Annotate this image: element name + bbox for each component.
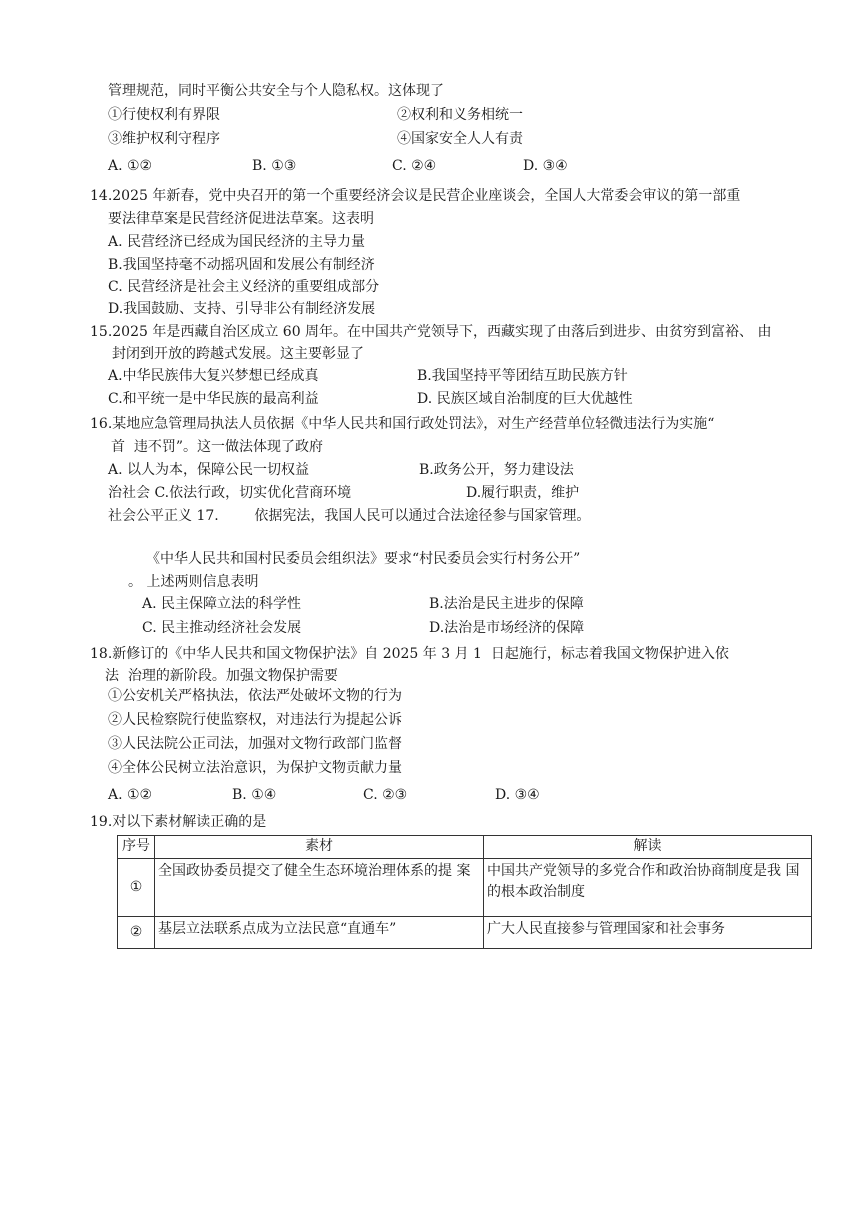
q15-option-b: B.我国坚持平等团结互助民族方针 — [417, 368, 628, 384]
q13-option-c: C. ②④ — [392, 158, 437, 174]
q15-option-c: C.和平统一是中华民族的最高利益 — [108, 391, 319, 407]
row-reading: 中国共产党领导的多党合作和政治协商制度是我 国的根本政治制度 — [484, 859, 812, 917]
q18-option-d: D. ③④ — [495, 787, 540, 803]
q18-item-4: ④全体公民树立法治意识，为保护文物贡献力量 — [108, 760, 402, 776]
q16-option-d-head: D.履行职责，维护 — [466, 485, 580, 501]
q13-item-1: ①行使权利有界限 — [108, 107, 220, 123]
q13-item-4: ④国家安全人人有责 — [397, 131, 523, 147]
q16-row4: 社会公平正义 17. 依据宪法，我国人民可以通过合法途径参与国家管理。 — [108, 508, 591, 524]
q18-option-a: A. ①② — [108, 787, 153, 803]
table-header-row — [118, 836, 812, 859]
row-number: ① — [118, 859, 155, 917]
q13-option-a: A. ①② — [108, 158, 153, 174]
q14-stem-line1: 14.2025 年新春，党中央召开的第一个重要经济会议是民营企业座谈会，全国人大常委会审议的第一部重 — [90, 188, 741, 204]
q18-item-2: ②人民检察院行使监察权，对违法行为提起公诉 — [108, 712, 402, 728]
q18-option-c: C. ②③ — [363, 787, 408, 803]
q15-stem-line2: 封闭到开放的跨越式发展。这主要彰显了 — [112, 346, 364, 362]
q14-option-c: C. 民营经济是社会主义经济的重要组成部分 — [108, 279, 380, 295]
q13-item-2: ②权利和义务相统一 — [397, 107, 523, 123]
q17-option-a: A. 民主保障立法的科学性 — [142, 596, 302, 612]
q19-stem: 19.对以下素材解读正确的是 — [90, 814, 267, 830]
q17-line1: 《中华人民共和国村民委员会组织法》要求“村民委员会实行村务公开” — [146, 551, 581, 567]
q13-option-d: D. ③④ — [523, 158, 568, 174]
q13-option-b: B. ①③ — [252, 158, 297, 174]
q15-stem-line1: 15.2025 年是西藏自治区成立 60 周年。在中国共产党领导下，西藏实现了由落后到进步、由贫穷到富裕、 由 — [90, 324, 772, 340]
q16-option-b-head: B.政务公开，努力建设法 — [419, 462, 574, 478]
q18-option-b: B. ①④ — [232, 787, 277, 803]
q13-item-3: ③维护权利守程序 — [108, 131, 220, 147]
row-number: ② — [118, 917, 155, 949]
q13-stem-tail: 管理规范，同时平衡公共安全与个人隐私权。这体现了 — [108, 83, 444, 99]
q14-option-b: B.我国坚持毫不动摇巩固和发展公有制经济 — [108, 257, 375, 273]
row-material: 基层立法联系点成为立法民意“直通车” — [155, 917, 484, 949]
q14-option-d: D.我国鼓励、支持、引导非公有制经济发展 — [108, 301, 376, 317]
table-row — [118, 917, 812, 949]
q17-option-c: C. 民主推动经济社会发展 — [142, 620, 302, 636]
q14-option-a: A. 民营经济已经成为国民经济的主导力量 — [108, 234, 366, 250]
q17-line2: 。 上述两则信息表明 — [128, 574, 259, 590]
q16-stem-line1: 16.某地应急管理局执法人员依据《中华人民共和国行政处罚法》，对生产经营单位轻微违法行为实施“ — [90, 416, 715, 432]
material-table — [117, 835, 812, 949]
row-reading: 广大人民直接参与管理国家和社会事务 — [484, 917, 812, 949]
q17-option-d: D.法治是市场经济的保障 — [429, 620, 585, 636]
table-row — [118, 859, 812, 917]
q18-item-3: ③人民法院公正司法，加强对文物行政部门监督 — [108, 736, 402, 752]
q16-option-a: A. 以人为本，保障公民一切权益 — [108, 462, 310, 478]
q16-row3-left: 治社会 C.依法行政，切实优化营商环境 — [108, 485, 352, 501]
q18-stem-line2: 法 治理的新阶段。加强文物保护需要 — [105, 668, 338, 684]
q14-stem-line2: 要法律草案是民营经济促进法草案。这表明 — [108, 211, 374, 227]
q15-option-a: A.中华民族伟大复兴梦想已经成真 — [108, 368, 319, 384]
header-reading: 解读 — [484, 836, 812, 859]
q18-item-1: ①公安机关严格执法，依法严处破坏文物的行为 — [108, 688, 402, 704]
header-number: 序号 — [118, 836, 155, 859]
header-material: 素材 — [155, 836, 484, 859]
q15-option-d: D. 民族区域自治制度的巨大优越性 — [417, 391, 633, 407]
q18-stem-line1: 18.新修订的《中华人民共和国文物保护法》自 2025 年 3 月 1 日起施行，标志着我国文物保护进入依 — [90, 646, 729, 662]
q17-option-b: B.法治是民主进步的保障 — [429, 596, 584, 612]
row-material: 全国政协委员提交了健全生态环境治理体系的提 案 — [155, 859, 484, 917]
q16-stem-line2: 首 违不罚”。这一做法体现了政府 — [111, 439, 324, 455]
